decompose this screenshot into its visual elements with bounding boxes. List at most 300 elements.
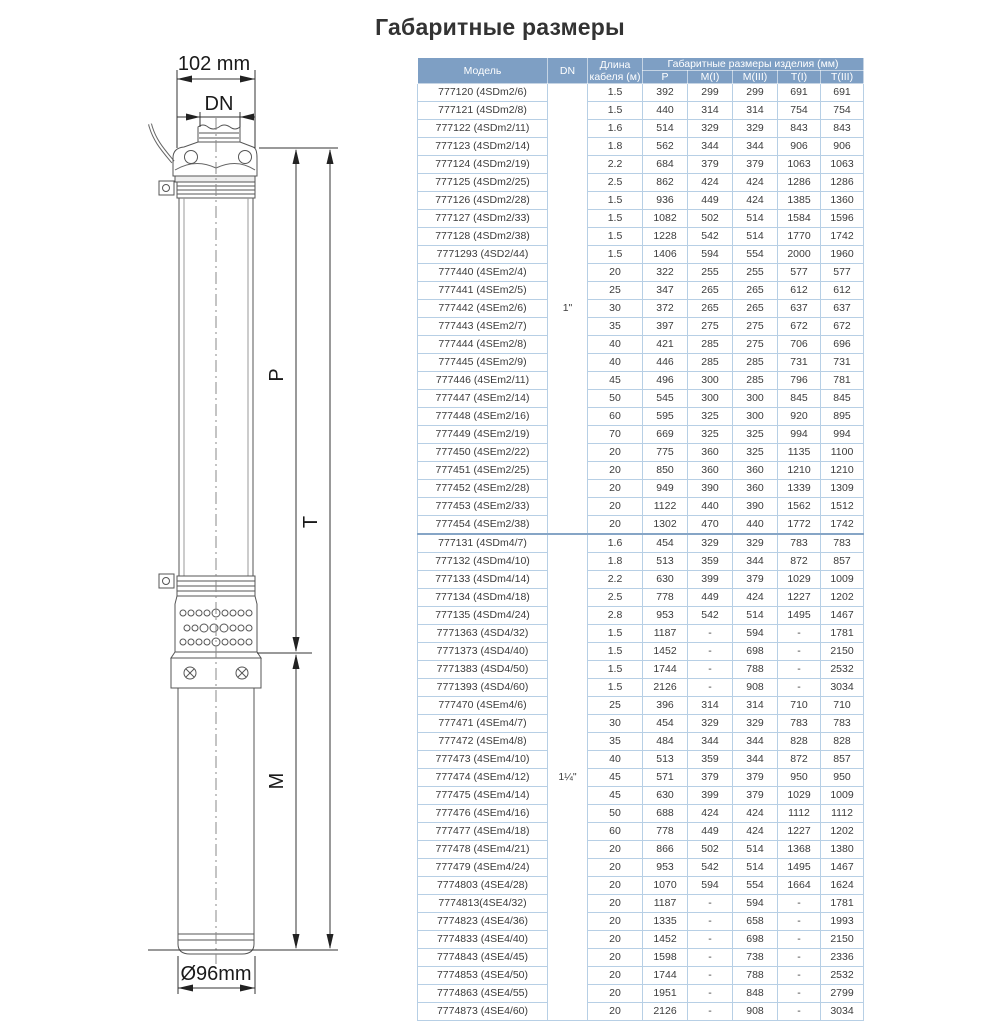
value-cell: 688 bbox=[643, 805, 688, 823]
value-cell: 285 bbox=[733, 354, 778, 372]
value-cell: 630 bbox=[643, 571, 688, 589]
value-cell: 285 bbox=[733, 372, 778, 390]
value-cell: 2000 bbox=[778, 246, 821, 264]
model-cell: 777453 (4SEm2/33) bbox=[418, 498, 548, 516]
value-cell: 1122 bbox=[643, 498, 688, 516]
value-cell: 862 bbox=[643, 174, 688, 192]
table-row bbox=[418, 697, 864, 715]
value-cell: 322 bbox=[643, 264, 688, 282]
value-cell: 347 bbox=[643, 282, 688, 300]
model-cell: 777447 (4SEm2/14) bbox=[418, 390, 548, 408]
header-model: Модель bbox=[418, 58, 548, 84]
model-cell: 7774803 (4SE4/28) bbox=[418, 877, 548, 895]
value-cell: 285 bbox=[688, 354, 733, 372]
table-row bbox=[418, 210, 864, 228]
table-row bbox=[418, 589, 864, 607]
value-cell: 2.5 bbox=[588, 174, 643, 192]
value-cell: 1286 bbox=[821, 174, 864, 192]
model-cell: 777126 (4SDm2/28) bbox=[418, 192, 548, 210]
value-cell: 396 bbox=[643, 697, 688, 715]
value-cell: 994 bbox=[821, 426, 864, 444]
value-cell: 710 bbox=[821, 697, 864, 715]
table-row bbox=[418, 787, 864, 805]
value-cell: 1202 bbox=[821, 823, 864, 841]
value-cell: 20 bbox=[588, 498, 643, 516]
value-cell: 1.5 bbox=[588, 102, 643, 120]
value-cell: 35 bbox=[588, 733, 643, 751]
table-row bbox=[418, 444, 864, 462]
value-cell: 314 bbox=[688, 102, 733, 120]
header-col-m1: M(I) bbox=[688, 71, 733, 84]
value-cell: 953 bbox=[643, 859, 688, 877]
value-cell: 1.5 bbox=[588, 643, 643, 661]
value-cell: 45 bbox=[588, 769, 643, 787]
value-cell: 1.5 bbox=[588, 210, 643, 228]
value-cell: 424 bbox=[733, 823, 778, 841]
value-cell: 953 bbox=[643, 607, 688, 625]
value-cell: 1286 bbox=[778, 174, 821, 192]
value-cell: 1187 bbox=[643, 895, 688, 913]
value-cell: 20 bbox=[588, 967, 643, 985]
value-cell: 275 bbox=[733, 318, 778, 336]
value-cell: 1135 bbox=[778, 444, 821, 462]
value-cell: - bbox=[688, 949, 733, 967]
table-row bbox=[418, 1003, 864, 1021]
value-cell: 1380 bbox=[821, 841, 864, 859]
table-row bbox=[418, 625, 864, 643]
value-cell: - bbox=[778, 643, 821, 661]
value-cell: 731 bbox=[821, 354, 864, 372]
value-cell: 399 bbox=[688, 571, 733, 589]
value-cell: 698 bbox=[733, 643, 778, 661]
value-cell: 3034 bbox=[821, 1003, 864, 1021]
header-col-m3: M(III) bbox=[733, 71, 778, 84]
value-cell: - bbox=[688, 895, 733, 913]
value-cell: 424 bbox=[688, 805, 733, 823]
value-cell: - bbox=[778, 1003, 821, 1021]
value-cell: 502 bbox=[688, 841, 733, 859]
value-cell: 344 bbox=[688, 733, 733, 751]
value-cell: 595 bbox=[643, 408, 688, 426]
value-cell: 344 bbox=[733, 751, 778, 769]
value-cell: 344 bbox=[733, 733, 778, 751]
value-cell: 1.6 bbox=[588, 120, 643, 138]
model-cell: 777475 (4SEm4/14) bbox=[418, 787, 548, 805]
value-cell: 658 bbox=[733, 913, 778, 931]
value-cell: 1029 bbox=[778, 787, 821, 805]
table-row bbox=[418, 516, 864, 535]
table-row bbox=[418, 643, 864, 661]
value-cell: 30 bbox=[588, 715, 643, 733]
value-cell: 30 bbox=[588, 300, 643, 318]
value-cell: 359 bbox=[688, 553, 733, 571]
value-cell: 446 bbox=[643, 354, 688, 372]
value-cell: 449 bbox=[688, 589, 733, 607]
value-cell: 691 bbox=[821, 84, 864, 102]
value-cell: 783 bbox=[778, 534, 821, 553]
value-cell: 2150 bbox=[821, 931, 864, 949]
model-cell: 777121 (4SDm2/8) bbox=[418, 102, 548, 120]
model-cell: 7771383 (4SD4/50) bbox=[418, 661, 548, 679]
value-cell: 502 bbox=[688, 210, 733, 228]
value-cell: 754 bbox=[821, 102, 864, 120]
value-cell: 1512 bbox=[821, 498, 864, 516]
value-cell: 60 bbox=[588, 823, 643, 841]
model-cell: 777122 (4SDm2/11) bbox=[418, 120, 548, 138]
value-cell: 545 bbox=[643, 390, 688, 408]
value-cell: 1.6 bbox=[588, 534, 643, 553]
value-cell: - bbox=[778, 949, 821, 967]
value-cell: 2.2 bbox=[588, 571, 643, 589]
table-row bbox=[418, 282, 864, 300]
value-cell: 2532 bbox=[821, 967, 864, 985]
value-cell: 359 bbox=[688, 751, 733, 769]
value-cell: 3034 bbox=[821, 679, 864, 697]
model-cell: 7771363 (4SD4/32) bbox=[418, 625, 548, 643]
value-cell: 379 bbox=[733, 156, 778, 174]
value-cell: 514 bbox=[733, 841, 778, 859]
table-row bbox=[418, 769, 864, 787]
value-cell: 45 bbox=[588, 787, 643, 805]
value-cell: - bbox=[778, 985, 821, 1003]
value-cell: 20 bbox=[588, 985, 643, 1003]
value-cell: 669 bbox=[643, 426, 688, 444]
value-cell: 1360 bbox=[821, 192, 864, 210]
value-cell: 2532 bbox=[821, 661, 864, 679]
table-row bbox=[418, 661, 864, 679]
dim-label-m: M bbox=[266, 772, 288, 790]
model-cell: 777134 (4SDm4/18) bbox=[418, 589, 548, 607]
value-cell: 630 bbox=[643, 787, 688, 805]
dimensions-table-wrap bbox=[417, 57, 863, 1021]
table-row bbox=[418, 823, 864, 841]
table-row bbox=[418, 156, 864, 174]
value-cell: 514 bbox=[733, 859, 778, 877]
model-cell: 777123 (4SDm2/14) bbox=[418, 138, 548, 156]
value-cell: 843 bbox=[778, 120, 821, 138]
value-cell: 440 bbox=[643, 102, 688, 120]
value-cell: - bbox=[778, 661, 821, 679]
model-cell: 777473 (4SEm4/10) bbox=[418, 751, 548, 769]
value-cell: 594 bbox=[688, 877, 733, 895]
value-cell: 1187 bbox=[643, 625, 688, 643]
value-cell: 994 bbox=[778, 426, 821, 444]
value-cell: 1781 bbox=[821, 625, 864, 643]
model-cell: 777471 (4SEm4/7) bbox=[418, 715, 548, 733]
table-row bbox=[418, 679, 864, 697]
value-cell: 857 bbox=[821, 553, 864, 571]
dim-label-dn: DN bbox=[204, 93, 234, 115]
value-cell: 1063 bbox=[778, 156, 821, 174]
model-cell: 777478 (4SEm4/21) bbox=[418, 841, 548, 859]
value-cell: 1467 bbox=[821, 859, 864, 877]
value-cell: 1772 bbox=[778, 516, 821, 535]
value-cell: 1009 bbox=[821, 787, 864, 805]
value-cell: 1009 bbox=[821, 571, 864, 589]
table-row bbox=[418, 571, 864, 589]
value-cell: 2336 bbox=[821, 949, 864, 967]
value-cell: 1.5 bbox=[588, 661, 643, 679]
model-cell: 777135 (4SDm4/24) bbox=[418, 607, 548, 625]
value-cell: - bbox=[688, 643, 733, 661]
value-cell: 1.5 bbox=[588, 192, 643, 210]
model-cell: 7774863 (4SE4/55) bbox=[418, 985, 548, 1003]
table-row bbox=[418, 390, 864, 408]
cable-clip-upper bbox=[159, 181, 174, 195]
value-cell: 397 bbox=[643, 318, 688, 336]
value-cell: 775 bbox=[643, 444, 688, 462]
dn-cell: 1" bbox=[548, 84, 588, 535]
dim-label-p: P bbox=[266, 368, 288, 382]
value-cell: 1495 bbox=[778, 607, 821, 625]
value-cell: 360 bbox=[733, 480, 778, 498]
value-cell: 691 bbox=[778, 84, 821, 102]
model-cell: 777440 (4SEm2/4) bbox=[418, 264, 548, 282]
table-row bbox=[418, 372, 864, 390]
table-row bbox=[418, 895, 864, 913]
value-cell: 344 bbox=[733, 138, 778, 156]
table-row bbox=[418, 102, 864, 120]
value-cell: 1202 bbox=[821, 589, 864, 607]
table-row bbox=[418, 607, 864, 625]
table-row bbox=[418, 534, 864, 553]
value-cell: 20 bbox=[588, 480, 643, 498]
value-cell: 706 bbox=[778, 336, 821, 354]
value-cell: 329 bbox=[688, 715, 733, 733]
value-cell: 325 bbox=[688, 426, 733, 444]
value-cell: 299 bbox=[688, 84, 733, 102]
header-col-t3: T(III) bbox=[821, 71, 864, 84]
model-cell: 777452 (4SEm2/28) bbox=[418, 480, 548, 498]
value-cell: 783 bbox=[821, 534, 864, 553]
table-row bbox=[418, 228, 864, 246]
value-cell: 542 bbox=[688, 607, 733, 625]
value-cell: 950 bbox=[778, 769, 821, 787]
model-cell: 777449 (4SEm2/19) bbox=[418, 426, 548, 444]
value-cell: - bbox=[778, 931, 821, 949]
value-cell: 20 bbox=[588, 462, 643, 480]
value-cell: 1070 bbox=[643, 877, 688, 895]
value-cell: 314 bbox=[733, 102, 778, 120]
value-cell: 594 bbox=[733, 895, 778, 913]
value-cell: 577 bbox=[778, 264, 821, 282]
model-cell: 777441 (4SEm2/5) bbox=[418, 282, 548, 300]
value-cell: 484 bbox=[643, 733, 688, 751]
model-cell: 777479 (4SEm4/24) bbox=[418, 859, 548, 877]
value-cell: 20 bbox=[588, 895, 643, 913]
value-cell: 379 bbox=[733, 787, 778, 805]
value-cell: 672 bbox=[778, 318, 821, 336]
value-cell: 470 bbox=[688, 516, 733, 535]
value-cell: 2126 bbox=[643, 1003, 688, 1021]
value-cell: 424 bbox=[733, 805, 778, 823]
model-cell: 7774823 (4SE4/36) bbox=[418, 913, 548, 931]
value-cell: 672 bbox=[821, 318, 864, 336]
value-cell: 738 bbox=[733, 949, 778, 967]
page-title: Габаритные размеры bbox=[375, 14, 625, 40]
value-cell: - bbox=[778, 625, 821, 643]
value-cell: 1406 bbox=[643, 246, 688, 264]
value-cell: 1.5 bbox=[588, 679, 643, 697]
model-cell: 777132 (4SDm4/10) bbox=[418, 553, 548, 571]
cable-clip-lower bbox=[159, 574, 174, 588]
table-row bbox=[418, 553, 864, 571]
value-cell: - bbox=[688, 931, 733, 949]
value-cell: - bbox=[778, 913, 821, 931]
value-cell: 788 bbox=[733, 661, 778, 679]
table-row bbox=[418, 480, 864, 498]
value-cell: 637 bbox=[778, 300, 821, 318]
value-cell: 781 bbox=[821, 372, 864, 390]
table-row bbox=[418, 949, 864, 967]
value-cell: 1368 bbox=[778, 841, 821, 859]
table-row bbox=[418, 931, 864, 949]
table-row bbox=[418, 498, 864, 516]
value-cell: 1210 bbox=[778, 462, 821, 480]
value-cell: 20 bbox=[588, 949, 643, 967]
value-cell: 850 bbox=[643, 462, 688, 480]
dim-label-102mm: 102 mm bbox=[177, 53, 251, 75]
value-cell: 440 bbox=[733, 516, 778, 535]
value-cell: 1596 bbox=[821, 210, 864, 228]
table-row bbox=[418, 733, 864, 751]
table-row bbox=[418, 300, 864, 318]
value-cell: 513 bbox=[643, 751, 688, 769]
header-dn: DN bbox=[548, 58, 588, 84]
value-cell: 496 bbox=[643, 372, 688, 390]
value-cell: 20 bbox=[588, 1003, 643, 1021]
value-cell: 571 bbox=[643, 769, 688, 787]
value-cell: 1339 bbox=[778, 480, 821, 498]
value-cell: 2.5 bbox=[588, 589, 643, 607]
value-cell: 421 bbox=[643, 336, 688, 354]
value-cell: - bbox=[688, 679, 733, 697]
table-row bbox=[418, 246, 864, 264]
value-cell: 1467 bbox=[821, 607, 864, 625]
model-cell: 777442 (4SEm2/6) bbox=[418, 300, 548, 318]
value-cell: 449 bbox=[688, 823, 733, 841]
value-cell: - bbox=[688, 967, 733, 985]
table-row bbox=[418, 967, 864, 985]
value-cell: 1.8 bbox=[588, 138, 643, 156]
value-cell: 514 bbox=[733, 607, 778, 625]
table-row bbox=[418, 841, 864, 859]
value-cell: 2126 bbox=[643, 679, 688, 697]
value-cell: 40 bbox=[588, 751, 643, 769]
value-cell: 754 bbox=[778, 102, 821, 120]
value-cell: 424 bbox=[733, 192, 778, 210]
dimensions-table bbox=[417, 57, 864, 1021]
value-cell: 20 bbox=[588, 841, 643, 859]
value-cell: 1960 bbox=[821, 246, 864, 264]
value-cell: 299 bbox=[733, 84, 778, 102]
model-cell: 777446 (4SEm2/11) bbox=[418, 372, 548, 390]
value-cell: 1624 bbox=[821, 877, 864, 895]
value-cell: 275 bbox=[733, 336, 778, 354]
value-cell: 300 bbox=[688, 390, 733, 408]
value-cell: 684 bbox=[643, 156, 688, 174]
model-cell: 7774833 (4SE4/40) bbox=[418, 931, 548, 949]
value-cell: 513 bbox=[643, 553, 688, 571]
value-cell: 906 bbox=[778, 138, 821, 156]
value-cell: 40 bbox=[588, 336, 643, 354]
value-cell: 1227 bbox=[778, 589, 821, 607]
value-cell: 325 bbox=[688, 408, 733, 426]
value-cell: 1584 bbox=[778, 210, 821, 228]
value-cell: 255 bbox=[733, 264, 778, 282]
value-cell: - bbox=[688, 985, 733, 1003]
model-cell: 777476 (4SEm4/16) bbox=[418, 805, 548, 823]
header-cable: Длина кабеля (м) bbox=[589, 58, 641, 83]
value-cell: 265 bbox=[688, 282, 733, 300]
value-cell: 594 bbox=[688, 246, 733, 264]
value-cell: 731 bbox=[778, 354, 821, 372]
table-row bbox=[418, 715, 864, 733]
value-cell: 379 bbox=[733, 571, 778, 589]
table-row bbox=[418, 192, 864, 210]
value-cell: 828 bbox=[821, 733, 864, 751]
value-cell: 265 bbox=[733, 282, 778, 300]
value-cell: 783 bbox=[821, 715, 864, 733]
value-cell: 698 bbox=[733, 931, 778, 949]
value-cell: 1598 bbox=[643, 949, 688, 967]
value-cell: 857 bbox=[821, 751, 864, 769]
value-cell: 1.5 bbox=[588, 228, 643, 246]
value-cell: 390 bbox=[733, 498, 778, 516]
value-cell: 285 bbox=[688, 336, 733, 354]
value-cell: 50 bbox=[588, 805, 643, 823]
value-cell: 20 bbox=[588, 444, 643, 462]
value-cell: 424 bbox=[733, 174, 778, 192]
value-cell: 1210 bbox=[821, 462, 864, 480]
value-cell: 275 bbox=[688, 318, 733, 336]
model-cell: 7771293 (4SD2/44) bbox=[418, 246, 548, 264]
value-cell: 1993 bbox=[821, 913, 864, 931]
value-cell: 845 bbox=[821, 390, 864, 408]
value-cell: 399 bbox=[688, 787, 733, 805]
table-row bbox=[418, 805, 864, 823]
value-cell: 329 bbox=[733, 120, 778, 138]
value-cell: 325 bbox=[733, 444, 778, 462]
value-cell: 300 bbox=[733, 390, 778, 408]
value-cell: 637 bbox=[821, 300, 864, 318]
value-cell: 2.2 bbox=[588, 156, 643, 174]
value-cell: - bbox=[778, 967, 821, 985]
value-cell: 440 bbox=[688, 498, 733, 516]
value-cell: 20 bbox=[588, 931, 643, 949]
table-row bbox=[418, 913, 864, 931]
value-cell: 1227 bbox=[778, 823, 821, 841]
value-cell: 1742 bbox=[821, 228, 864, 246]
value-cell: 1742 bbox=[821, 516, 864, 535]
value-cell: 2150 bbox=[821, 643, 864, 661]
value-cell: 1309 bbox=[821, 480, 864, 498]
value-cell: 265 bbox=[688, 300, 733, 318]
table-row bbox=[418, 120, 864, 138]
value-cell: 577 bbox=[821, 264, 864, 282]
value-cell: 20 bbox=[588, 877, 643, 895]
value-cell: 908 bbox=[733, 1003, 778, 1021]
value-cell: 696 bbox=[821, 336, 864, 354]
value-cell: 936 bbox=[643, 192, 688, 210]
model-cell: 777128 (4SDm2/38) bbox=[418, 228, 548, 246]
value-cell: 2.8 bbox=[588, 607, 643, 625]
dim-label-t: T bbox=[300, 515, 322, 529]
value-cell: 1112 bbox=[778, 805, 821, 823]
table-row bbox=[418, 462, 864, 480]
value-cell: 872 bbox=[778, 553, 821, 571]
model-cell: 777443 (4SEm2/7) bbox=[418, 318, 548, 336]
